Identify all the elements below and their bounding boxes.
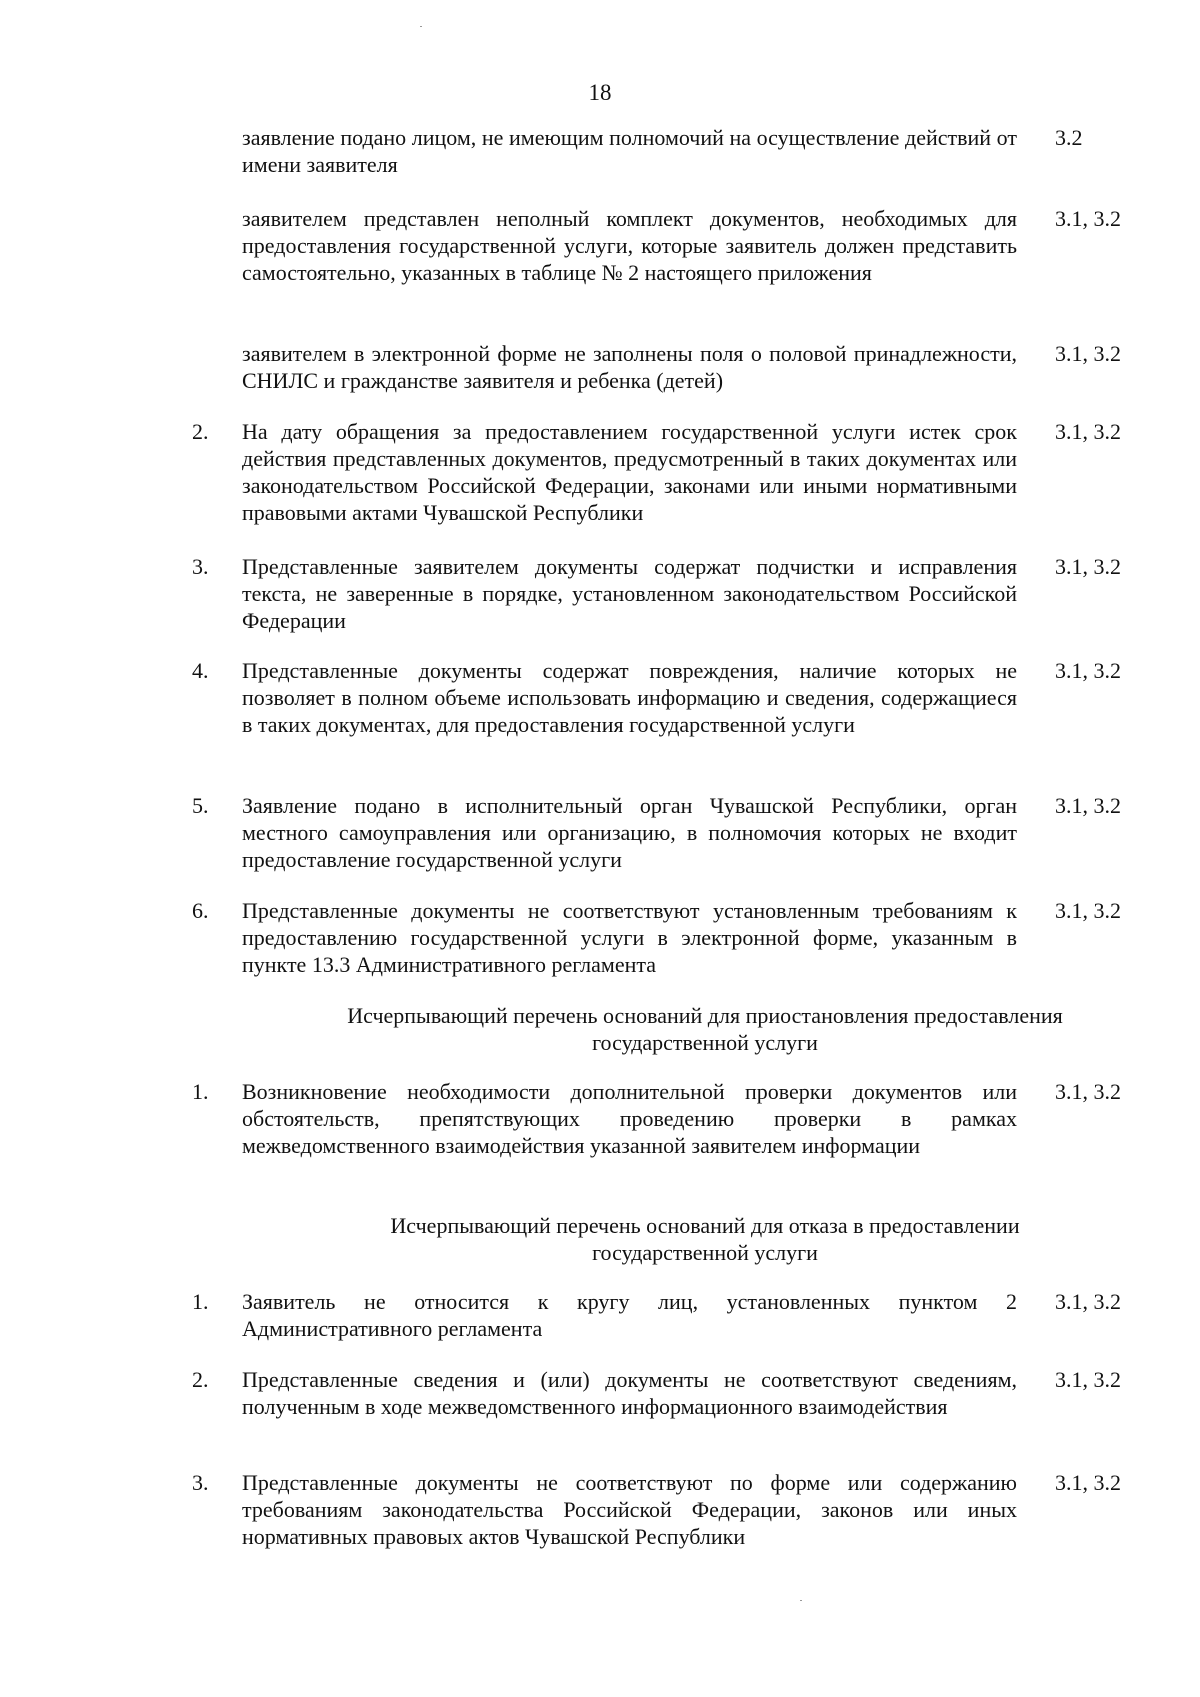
item-text: Заявление подано в исполнительный орган Чувашской Республики, орган местного самоуправления или организацию, в полномочия которых не входит предоставление государственной услуги <box>242 793 1017 872</box>
item-number: 2. <box>192 1367 209 1392</box>
item-number: 1. <box>192 1079 209 1104</box>
item-number: 3. <box>192 1470 209 1495</box>
heading-line: государственной услуги <box>592 1240 818 1265</box>
scan-speck <box>420 26 422 27</box>
section-heading-suspension <box>240 1002 1170 1056</box>
item-reference: 3.1, 3.2 <box>1055 554 1121 579</box>
item-reference: 3.1, 3.2 <box>1055 1470 1121 1495</box>
item-text: Представленные документы не соответствуют установленным требованиям к предоставлению государственной услуги в электронной форме, указанным в пункте 13.3 Административного регламента <box>242 898 1017 977</box>
item-reference: 3.1, 3.2 <box>1055 793 1121 818</box>
item-reference: 3.2 <box>1055 125 1083 150</box>
item-text: заявителем в электронной форме не заполнены поля о половой принадлежности, СНИЛС и гражданстве заявителя и ребенка (детей) <box>242 341 1017 393</box>
item-reference: 3.1, 3.2 <box>1055 341 1121 366</box>
heading-line: Исчерпывающий перечень оснований для отказа в предоставлении <box>390 1213 1020 1238</box>
item-reference: 3.1, 3.2 <box>1055 1367 1121 1392</box>
scan-speck <box>800 1600 802 1601</box>
item-reference: 3.1, 3.2 <box>1055 658 1121 683</box>
item-text: Заявитель не относится к кругу лиц, установленных пунктом 2 Административного регламента <box>242 1289 1017 1341</box>
item-number: 4. <box>192 658 209 683</box>
item-text: Возникновение необходимости дополнительной проверки документов или обстоятельств, препятствующих проведению проверки в рамках межведомственного взаимодействия указанной заявителем информации <box>242 1079 1017 1158</box>
item-reference: 3.1, 3.2 <box>1055 898 1121 923</box>
item-text: Представленные документы содержат повреждения, наличие которых не позволяет в полном объеме использовать информацию и сведения, содержащиеся в таких документах, для предоставления государственной услуги <box>242 658 1017 737</box>
item-text: Представленные документы не соответствуют по форме или содержанию требованиям законодательства Российской Федерации, законов или иных нормативных правовых актов Чувашской Республики <box>242 1470 1017 1549</box>
item-text: заявление подано лицом, не имеющим полномочий на осуществление действий от имени заявителя <box>242 125 1017 177</box>
section-heading-refusal <box>240 1212 1170 1266</box>
item-reference: 3.1, 3.2 <box>1055 419 1121 444</box>
item-text: На дату обращения за предоставлением государственной услуги истек срок действия представленных документов, предусмотренный в таких документах или законодательством Российской Федерации, законами или иными нормативными правовыми актами Чувашской Республики <box>242 419 1017 525</box>
item-number: 3. <box>192 554 209 579</box>
item-text: Представленные сведения и (или) документы не соответствуют сведениям, полученным в ходе межведомственного информационного взаимодействия <box>242 1367 1017 1419</box>
item-reference: 3.1, 3.2 <box>1055 1289 1121 1314</box>
item-number: 6. <box>192 898 209 923</box>
item-reference: 3.1, 3.2 <box>1055 206 1121 231</box>
item-number: 2. <box>192 419 209 444</box>
heading-line: Исчерпывающий перечень оснований для приостановления предоставления <box>347 1003 1063 1028</box>
item-reference: 3.1, 3.2 <box>1055 1079 1121 1104</box>
item-text: заявителем представлен неполный комплект документов, необходимых для предоставления государственной услуги, которые заявитель должен представить самостоятельно, указанных в таблице № 2 настоящего приложения <box>242 206 1017 285</box>
item-number: 5. <box>192 793 209 818</box>
heading-line: государственной услуги <box>592 1030 818 1055</box>
page-number: 18 <box>588 80 612 105</box>
item-number: 1. <box>192 1289 209 1314</box>
item-text: Представленные заявителем документы содержат подчистки и исправления текста, не заверенные в порядке, установленном законодательством Российской Федерации <box>242 554 1017 633</box>
